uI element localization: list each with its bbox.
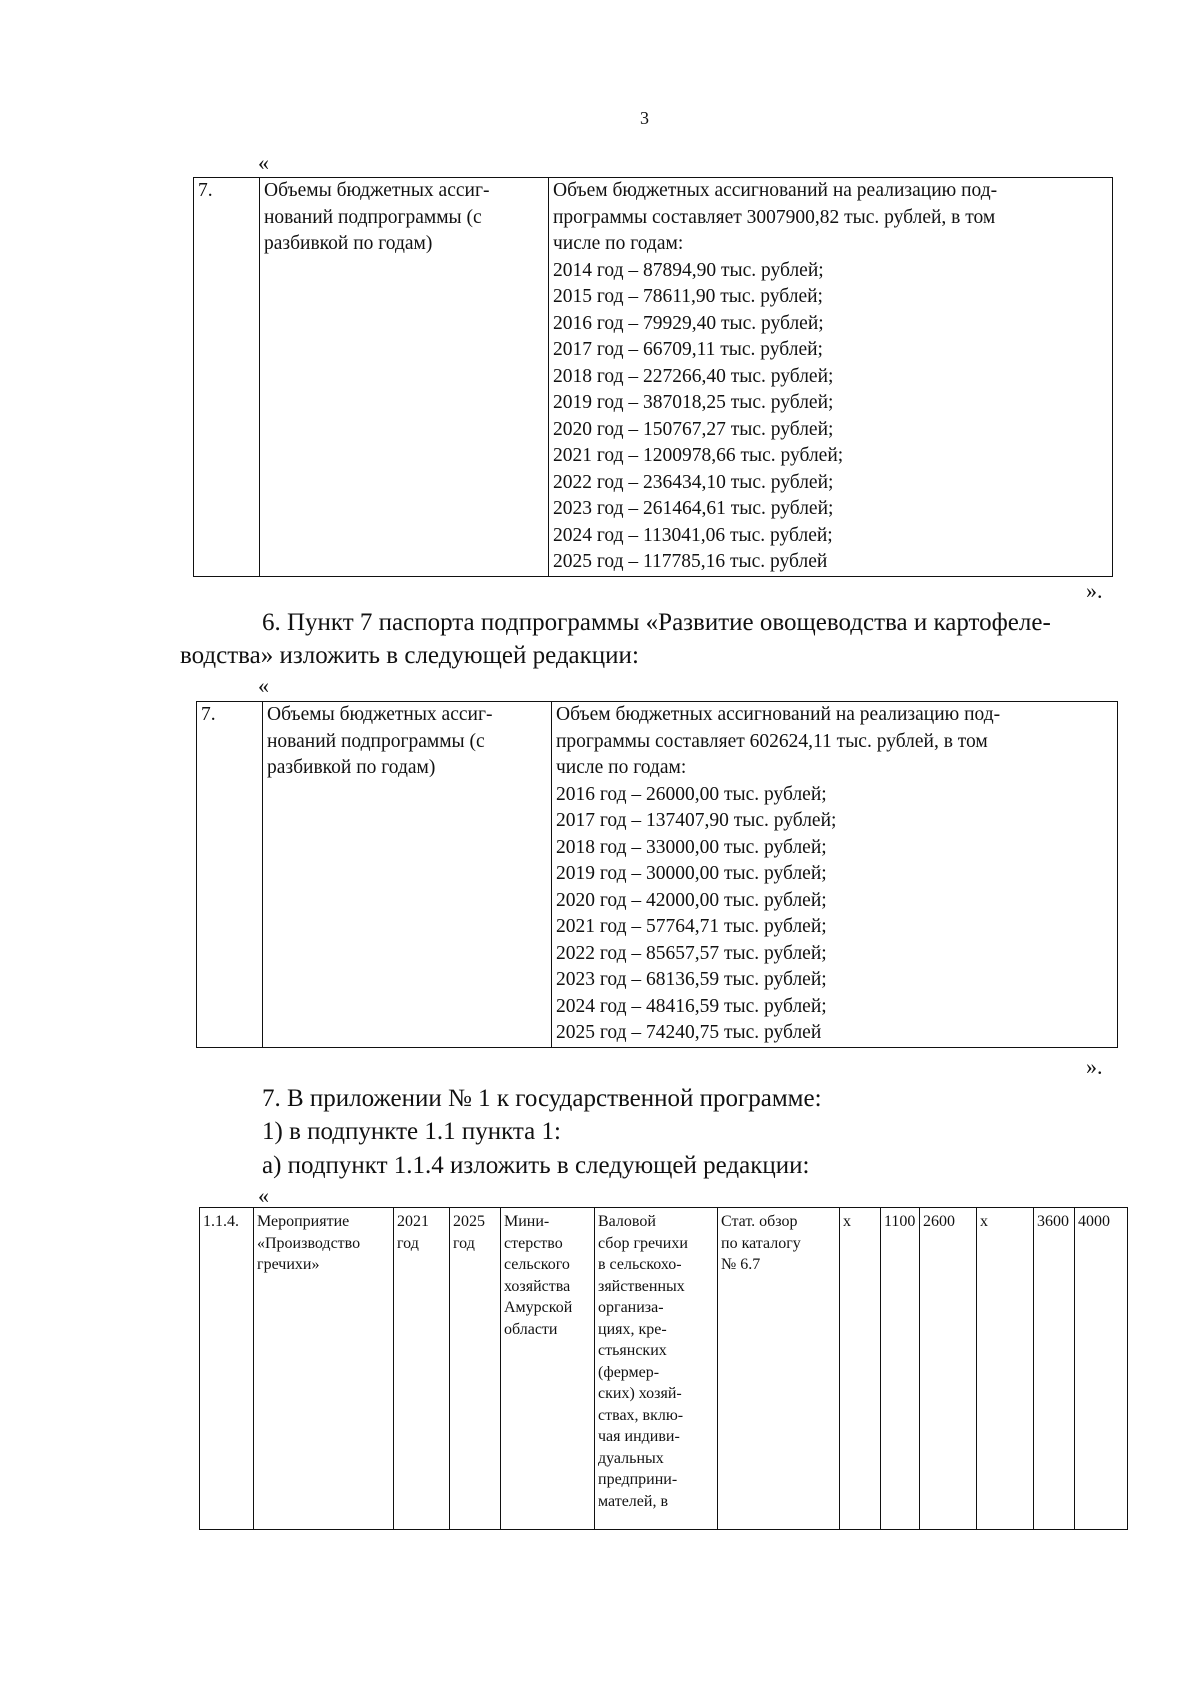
paragraph-7-line-3: а) подпункт 1.1.4 изложить в следующей редакции: <box>262 1152 810 1179</box>
open-quote: « <box>258 673 269 698</box>
value-cell-6: 4000 <box>1075 1208 1128 1530</box>
end-year-cell: 2025 год <box>450 1208 501 1530</box>
close-quote: ». <box>1086 1054 1103 1079</box>
close-quote: ». <box>1086 578 1103 603</box>
indicator-cell: Валовой сбор гречихи в сельскохо- зяйственных организа- циях, кре- стьянских (фермер- ских) хозяй- ствах, вклю- чая индиви- дуальных предприни- мателей, в <box>595 1208 718 1530</box>
executor-cell: Мини- стерство сельского хозяйства Амурской области <box>501 1208 595 1530</box>
value-cell: Объем бюджетных ассигнований на реализацию под- программы составляет 3007900,82 тыс. рублей, в том числе по годам: 2014 год – 87894,90 тыс. рублей; 2015 год – 78611,90 тыс. рублей; 2016 год – 79929,40 тыс. рублей; 2017 год – 66709,11 тыс. рублей; 2018 год – 227266,40 тыс. рублей; 2019 год – 387018,25 тыс. рублей; 2020 год – 150767,27 тыс. рублей; 2021 год – 1200978,66 тыс. рублей; 2022 год – 236434,10 тыс. рублей; 2023 год – 261464,61 тыс. рублей; 2024 год – 113041,06 тыс. рублей; 2025 год – 117785,16 тыс. рублей <box>549 178 1113 577</box>
measure-table <box>199 1207 1128 1530</box>
code-cell: 1.1.4. <box>200 1208 254 1530</box>
event-cell: Мероприятие «Производство гречихи» <box>254 1208 394 1530</box>
row-number-cell: 7. <box>194 178 260 577</box>
budget-table-1 <box>193 177 1113 577</box>
label-cell: Объемы бюджетных ассиг- нований подпрограммы (с разбивкой по годам) <box>260 178 549 577</box>
paragraph-7-line-2: 1) в подпункте 1.1 пункта 1: <box>262 1118 561 1145</box>
open-quote: « <box>258 1183 269 1208</box>
value-cell-4: х <box>977 1208 1034 1530</box>
paragraph-7-line-1: 7. В приложении № 1 к государственной программе: <box>262 1085 822 1112</box>
start-year-cell: 2021 год <box>394 1208 450 1530</box>
budget-table-2 <box>196 701 1118 1048</box>
value-cell-1: х <box>840 1208 881 1530</box>
source-cell: Стат. обзор по каталогу № 6.7 <box>718 1208 840 1530</box>
paragraph-6-line-1: 6. Пункт 7 паспорта подпрограммы «Развитие овощеводства и картофеле- <box>262 609 1051 636</box>
open-quote: « <box>258 150 269 175</box>
value-cell-2: 1100 <box>881 1208 920 1530</box>
row-number-cell: 7. <box>197 702 263 1048</box>
value-cell-5: 3600 <box>1034 1208 1075 1530</box>
value-cell: Объем бюджетных ассигнований на реализацию под- программы составляет 602624,11 тыс. рублей, в том числе по годам: 2016 год – 26000,00 тыс. рублей; 2017 год – 137407,90 тыс. рублей; 2018 год – 33000,00 тыс. рублей; 2019 год – 30000,00 тыс. рублей; 2020 год – 42000,00 тыс. рублей; 2021 год – 57764,71 тыс. рублей; 2022 год – 85657,57 тыс. рублей; 2023 год – 68136,59 тыс. рублей; 2024 год – 48416,59 тыс. рублей; 2025 год – 74240,75 тыс. рублей <box>552 702 1118 1048</box>
page-number: 3 <box>640 108 649 128</box>
value-cell-3: 2600 <box>920 1208 977 1530</box>
paragraph-6-line-2: водства» изложить в следующей редакции: <box>180 642 639 669</box>
label-cell: Объемы бюджетных ассиг- нований подпрограммы (с разбивкой по годам) <box>263 702 552 1048</box>
